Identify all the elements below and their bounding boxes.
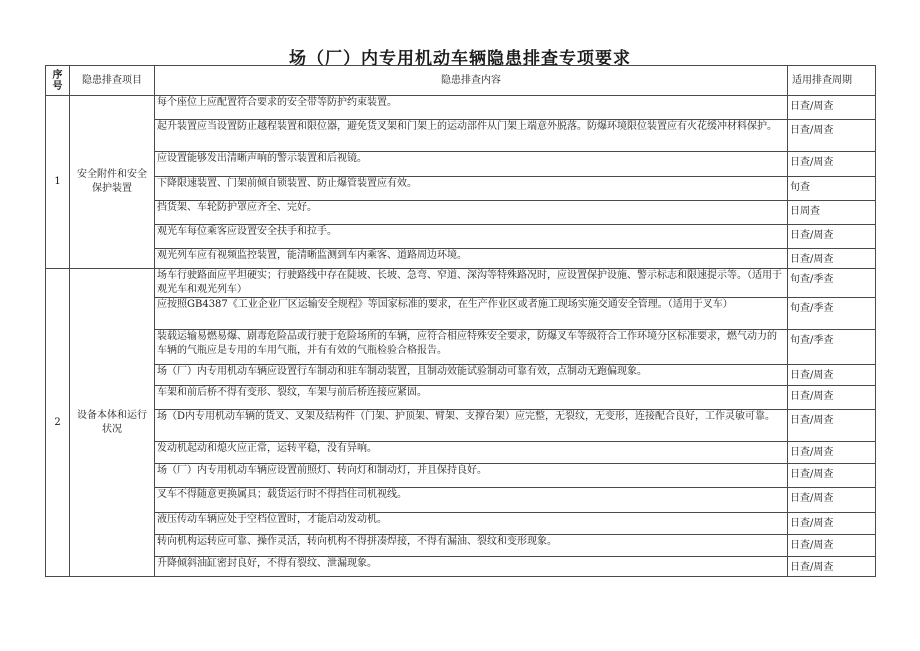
table-row xyxy=(46,120,876,152)
group-item: 设备本体和运行状况 xyxy=(70,269,155,577)
row-period: 日查/周查 xyxy=(788,386,876,410)
table-row xyxy=(46,330,876,365)
row-period: 日查/周查 xyxy=(788,96,876,120)
row-period: 日查/周查 xyxy=(788,249,876,269)
row-period: 日查/周查 xyxy=(788,557,876,577)
table-row xyxy=(46,442,876,464)
row-content: 挡货架、车轮防护罩应齐全、完好。 xyxy=(155,201,788,225)
row-content: 下降限速装置、门架前倾自锁装置、防止爆管装置应有效。 xyxy=(155,177,788,201)
row-content: 观光车每位乘客应设置安全扶手和拉手。 xyxy=(155,225,788,249)
row-period: 日查/周查 xyxy=(788,410,876,442)
row-period: 日查/周查 xyxy=(788,120,876,152)
row-period: 日查/周查 xyxy=(788,225,876,249)
table-row xyxy=(46,96,876,120)
inspection-table xyxy=(45,65,876,577)
row-content: 应按照GB4387《工业企业厂区运输安全规程》等国家标准的要求，在生产作业区或者施工现场实施交通安全管理。（适用于叉车） xyxy=(155,298,788,330)
table-row xyxy=(46,201,876,225)
table-row xyxy=(46,152,876,177)
row-content: 场（D内专用机动车辆的货叉、叉架及结构件（门架、护顶架、臂架、支撑台架）应完整，无裂纹，无变形，连接配合良好，工作灵敏可靠。 xyxy=(155,410,788,442)
row-content: 叉车不得随意更换属具；载货运行时不得挡住司机视线。 xyxy=(155,488,788,513)
row-period: 旬查 xyxy=(788,177,876,201)
table-row xyxy=(46,249,876,269)
group-seq: 2 xyxy=(46,269,70,577)
group-item: 安全附件和安全保护装置 xyxy=(70,96,155,269)
row-content: 转向机构运转应可靠、操作灵活，转向机构不得拼凑焊接，不得有漏油、裂纹和变形现象。 xyxy=(155,535,788,557)
row-content: 液压传动车辆应处于空档位置时，才能启动发动机。 xyxy=(155,513,788,535)
page-title: 场（厂）内专用机动车辆隐患排查专项要求 xyxy=(289,49,631,69)
row-period: 日查/周查 xyxy=(788,442,876,464)
row-period: 日周查 xyxy=(788,201,876,225)
row-content: 场（厂）内专用机动车辆应设置前照灯、转向灯和制动灯，并且保持良好。 xyxy=(155,464,788,488)
table-row xyxy=(46,464,876,488)
row-period: 旬查/季查 xyxy=(788,269,876,298)
group-seq: 1 xyxy=(46,96,70,269)
row-period: 日查/周查 xyxy=(788,152,876,177)
table-row xyxy=(46,177,876,201)
table-row xyxy=(46,386,876,410)
row-content: 装载运输易燃易爆、剧毒危险品或行驶于危险场所的车辆，应符合相应特殊安全要求，防爆叉车等级符合工作环境分区标准要求，燃气动力的车辆的气瓶应是专用的车用气瓶，并有有效的气瓶检验合格报告。 xyxy=(155,330,788,365)
table-row xyxy=(46,488,876,513)
row-period: 日查/周查 xyxy=(788,464,876,488)
row-content: 起升装置应当设置防止越程装置和限位器，避免货叉架和门架上的运动部件从门架上端意外脱落。防爆环境限位装置应有火花缓冲材料保护。 xyxy=(155,120,788,152)
row-content: 每个座位上应配置符合要求的安全带等防护约束装置。 xyxy=(155,96,788,120)
row-content: 场车行驶路面应平坦硬实；行驶路线中存在陡坡、长坡、急弯、窄道、深沟等特殊路况时，应设置保护设施、警示标志和限速提示等。（适用于观光车和观光列车） xyxy=(155,269,788,298)
row-period: 日查/周查 xyxy=(788,513,876,535)
table-row xyxy=(46,225,876,249)
table-row xyxy=(46,410,876,442)
row-content: 车架和前后桥不得有变形、裂纹，车架与前后桥连接应紧固。 xyxy=(155,386,788,410)
row-period: 日查/周查 xyxy=(788,535,876,557)
row-period: 旬查/季查 xyxy=(788,330,876,365)
row-content: 观光列车应有视频监控装置，能清晰监测到车内乘客、道路周边环境。 xyxy=(155,249,788,269)
table-row xyxy=(46,535,876,557)
row-content: 发动机起动和熄火应正常，运转平稳，没有异响。 xyxy=(155,442,788,464)
table-row xyxy=(46,557,876,577)
row-content: 升降倾斜油缸密封良好，不得有裂纹、泄漏现象。 xyxy=(155,557,788,577)
table-header-row xyxy=(46,66,876,96)
header-content: 隐患排查内容 xyxy=(155,66,788,96)
table-row xyxy=(46,269,876,298)
header-seq: 序号 xyxy=(46,66,70,96)
header-item: 隐患排查项目 xyxy=(70,66,155,96)
table-row xyxy=(46,365,876,386)
row-content: 应设置能够发出清晰声响的警示装置和后视镜。 xyxy=(155,152,788,177)
table-row xyxy=(46,513,876,535)
row-period: 旬查/季查 xyxy=(788,298,876,330)
row-period: 日查/周查 xyxy=(788,365,876,386)
row-period: 日查/周查 xyxy=(788,488,876,513)
header-period: 适用排查周期 xyxy=(788,66,876,96)
row-content: 场（厂）内专用机动车辆应设置行车制动和驻车制动装置，且制动效能试验制动可靠有效，点制动无跑偏现象。 xyxy=(155,365,788,386)
table-row xyxy=(46,298,876,330)
